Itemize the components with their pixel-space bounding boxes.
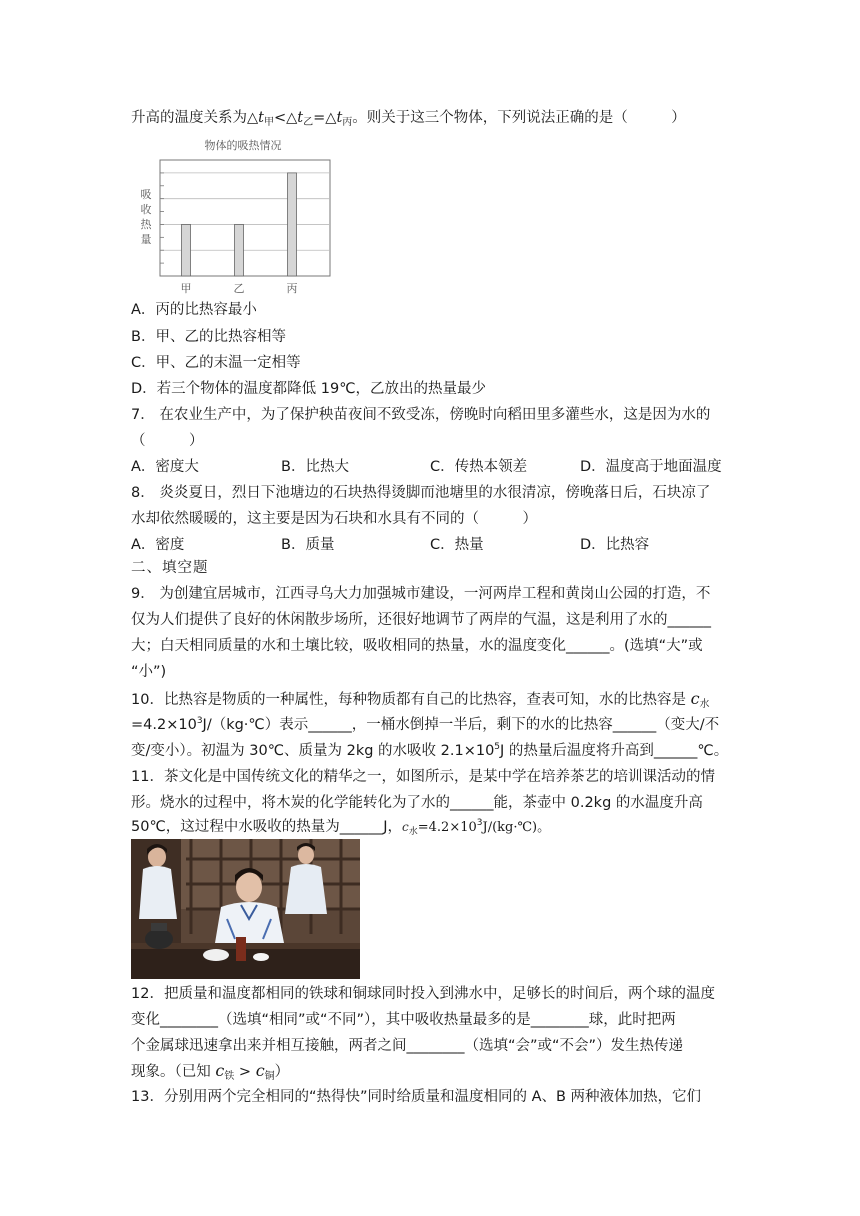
q9-line1: 9． 为创建宜居城市，江西寻乌大力加强城市建设，一河两岸工程和黄岗山公园的打造，不 <box>131 586 711 602</box>
q10-line2: $=4.2\times 10^3J/(kg\cdot℃)$表示______，一桶水倒掉一半后，剩下的水的比热容______（变大/不 <box>131 716 720 733</box>
q7-stem-line2: （ ） <box>131 433 204 449</box>
q9-line2: 仅为人们提供了良好的休闲散步场所，还很好地调节了两岸的气温，这是利用了水的______ <box>131 612 711 628</box>
q10-line3: 变/变小）。初温为 30℃、质量为 2kg 的水吸收 $2.1\times 10^5J$ 的热量后温度将升高到______℃。 <box>131 742 729 759</box>
q8-option-b: B．质量 <box>281 537 335 553</box>
q12-line4: 现象。（已知 $c_铁 > c_铜$） <box>131 1061 290 1082</box>
q11-line2: 形。烧水的过程中，将木炭的化学能转化为了水的______能，茶壶中 0.2kg 的水温度升高 <box>131 795 703 811</box>
chart-y-label-char: 热 <box>140 218 152 231</box>
q6-option-d: D．若三个物体的温度都降低 19℃，乙放出的热量最少 <box>131 381 487 397</box>
chart-bar-0 <box>182 224 191 276</box>
chart-bar-2 <box>288 173 297 276</box>
chart-x-tick-label: 乙 <box>233 282 245 295</box>
q7-stem-line1: 7． 在农业生产中，为了保护秧苗夜间不致受冻，傍晚时向稻田里多灌些水，这是因为水的 <box>131 407 711 423</box>
q10-line1: 10．比热容是物质的一种属性，每种物质都有自己的比热容，查表可知，水的比热容是 $c_水$ <box>131 689 710 710</box>
q13-line1: 13．分别用两个完全相同的“热得快”同时给质量和温度相同的 A、B 两种液体加热，它们 <box>131 1089 702 1105</box>
q11-line3: 50℃，这过程中水吸收的热量为______J，$c_水=4.2\times 10^3J/(kg\cdot℃)$。 <box>131 818 551 837</box>
q8-stem-line1: 8． 炎炎夏日，烈日下池塘边的石块热得烫脚而池塘里的水很清凉，傍晚落日后，石块凉了 <box>131 485 711 501</box>
q8-stem-line2: 水却依然暖暖的，这主要是因为石块和水具有不同的（ ） <box>131 511 537 527</box>
chart-y-label-char: 量 <box>140 233 152 246</box>
q6-option-b: B．甲、乙的比热容相等 <box>131 329 286 345</box>
q11-line1: 11．茶文化是中国传统文化的精华之一，如图所示，是某中学在培养茶艺的培训课活动的情 <box>131 769 715 785</box>
q7-option-c: C．传热本领差 <box>430 459 528 475</box>
chart-x-tick-labels <box>181 282 298 295</box>
chart-title: 物体的吸热情况 <box>204 139 282 152</box>
tea-ceremony-photo <box>131 839 360 979</box>
question-intro-line: 升高的温度关系为$\triangle t_甲<\triangle t_乙=\triangle t_丙$。则关于这三个物体，下列说法正确的是（ ） <box>131 110 686 128</box>
heat-absorption-chart <box>131 134 341 298</box>
chart-bar-1 <box>235 224 244 276</box>
chart-x-tick-label: 甲 <box>180 282 192 295</box>
q9-line3: 大；白天相同质量的水和土壤比较，吸收相同的热量，水的温度变化______。(选填“大”或 <box>131 638 703 654</box>
section-heading: 二、填空题 <box>131 560 209 576</box>
q8-option-d: D．比热容 <box>580 537 650 553</box>
chart-y-axis-label <box>141 188 153 246</box>
chart-x-tick-label: 丙 <box>286 282 298 295</box>
q12-line1: 12．把质量和温度都相同的铁球和铜球同时投入到沸水中，足够长的时间后，两个球的温度 <box>131 986 715 1002</box>
chart-y-label-char: 吸 <box>140 188 152 201</box>
q6-option-c: C．甲、乙的末温一定相等 <box>131 355 301 371</box>
q9-line4: “小”) <box>131 664 167 680</box>
q12-line2: 变化________（选填“相同”或“不同”），其中吸收热量最多的是________球，此时把两 <box>131 1012 676 1028</box>
q6-option-a: A．丙的比热容最小 <box>131 302 257 318</box>
chart-y-label-char: 收 <box>140 203 152 216</box>
q7-option-a: A．密度大 <box>131 459 199 475</box>
q12-line3: 个金属球迅速拿出来并相互接触，两者之间________（选填“会”或“不会”）发生热传递 <box>131 1038 684 1054</box>
q7-option-b: B．比热大 <box>281 459 349 475</box>
q7-option-d: D．温度高于地面温度 <box>580 459 722 475</box>
q8-option-c: C．热量 <box>430 537 484 553</box>
q8-option-a: A．密度 <box>131 537 185 553</box>
